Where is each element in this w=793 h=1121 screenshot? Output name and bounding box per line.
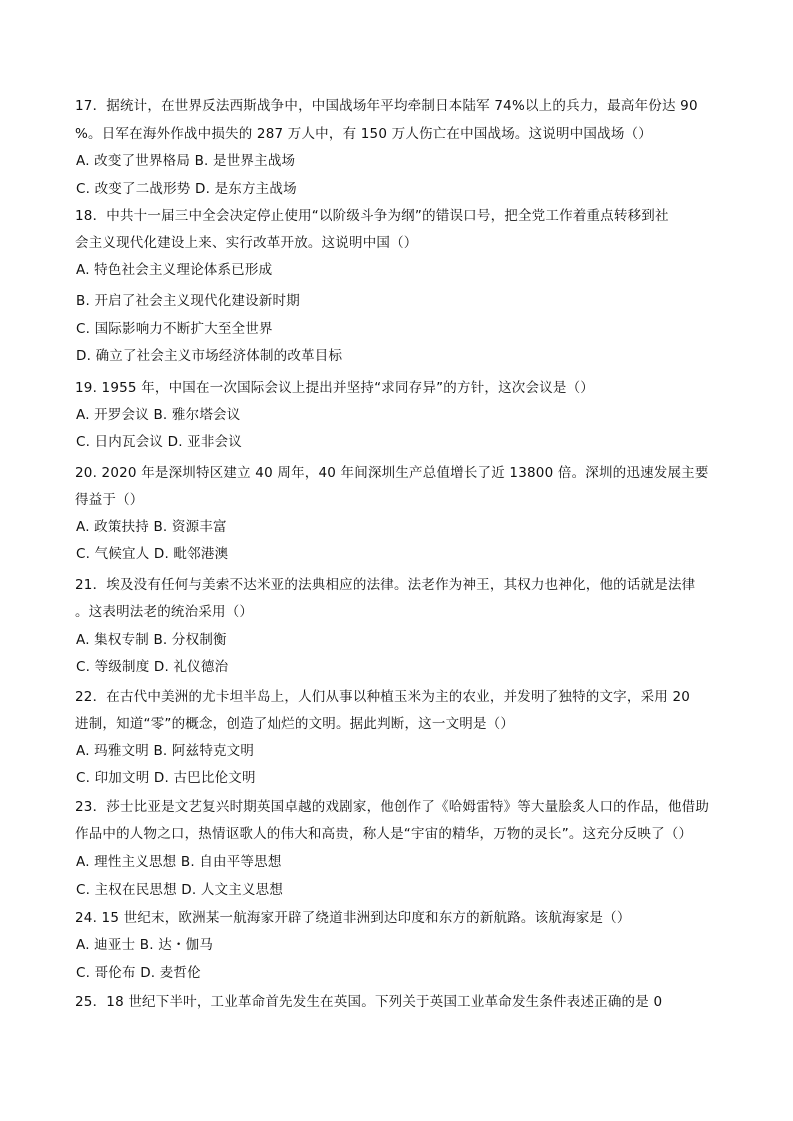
q24-options-cd: C. 哥伦布 D. 麦哲伦 (76, 965, 201, 981)
q18-line-2: 会主义现代化建设上来、实行改革开放。这说明中国（） (75, 235, 418, 251)
q23-line-1: 23．莎士比亚是文艺复兴时期英国卓越的戏剧家，他创作了《哈姆雷特》等大量脍炙人口的作品，他借助 (75, 799, 710, 815)
q17-line-1: 17．据统计，在世界反法西斯战争中，中国战场年平均牵制日本陆军 74%以上的兵力，最高年份达 90 (75, 98, 698, 114)
q18-option-a: A. 特色社会主义理论体系已形成 (76, 262, 273, 278)
q19-line-1: 19. 1955 年，中国在一次国际会议上提出并坚持“求同存异”的方针，这次会议是（） (75, 380, 594, 396)
q24-options-ab: A. 迪亚士 B. 达・伽马 (76, 937, 214, 953)
q24-line-1: 24. 15 世纪末，欧洲某一航海家开辟了绕道非洲到达印度和东方的新航路。该航海家是（） (75, 910, 631, 926)
q21-line-2: 。这表明法老的统治采用（） (75, 604, 254, 620)
q23-options-cd: C. 主权在民思想 D. 人文主义思想 (76, 882, 284, 898)
q21-options-ab: A. 集权专制 B. 分权制衡 (76, 632, 227, 648)
q20-options-ab: A. 政策扶持 B. 资源丰富 (76, 519, 227, 535)
q19-options-cd: C. 日内瓦会议 D. 亚非会议 (76, 434, 242, 450)
q17-options-ab: A. 改变了世界格局 B. 是世界主战场 (76, 153, 296, 169)
q21-line-1: 21．埃及没有任何与美索不达米亚的法典相应的法律。法老作为神王，其权力也神化，他的话就是法律 (75, 577, 696, 593)
q17-line-2: %。日军在海外作战中损失的 287 万人中，有 150 万人伤亡在中国战场。这说明中国战场（） (75, 126, 652, 142)
q18-option-c: C. 国际影响力不断扩大至全世界 (76, 321, 273, 337)
q22-options-cd: C. 印加文明 D. 古巴比伦文明 (76, 770, 256, 786)
q18-line-1: 18．中共十一届三中全会决定停止使用“以阶级斗争为纲”的错误口号，把全党工作着重点转移到社 (75, 208, 669, 224)
q22-options-ab: A. 玛雅文明 B. 阿兹特克文明 (76, 743, 255, 759)
q23-line-2: 作品中的人物之口，热情讴歌人的伟大和高贵，称人是“宇宙的精华，万物的灵长”。这充分反映了（） (75, 826, 693, 842)
q20-options-cd: C. 气候宜人 D. 毗邻港澳 (76, 546, 229, 562)
q22-line-2: 进制，知道“零”的概念，创造了灿烂的文明。据此判断，这一文明是（） (75, 716, 515, 732)
q22-line-1: 22．在古代中美洲的尤卡坦半岛上，人们从事以种植玉米为主的农业，并发明了独特的文字，采用 20 (75, 689, 691, 705)
q25-line-1: 25．18 世纪下半叶，工业革命首先发生在英国。下列关于英国工业革命发生条件表述正确的是 0 (75, 994, 663, 1010)
q23-options-ab: A. 理性主义思想 B. 自由平等思想 (76, 854, 282, 870)
q19-options-ab: A. 开罗会议 B. 雅尔塔会议 (76, 407, 241, 423)
q20-line-2: 得益于（） (75, 492, 144, 508)
q18-option-b: B. 开启了社会主义现代化建设新时期 (76, 293, 300, 309)
q20-line-1: 20. 2020 年是深圳特区建立 40 周年，40 年间深圳生产总值增长了近 13800 倍。深圳的迅速发展主要 (75, 465, 709, 481)
q18-option-d: D. 确立了社会主义市场经济体制的改革目标 (76, 348, 343, 364)
q21-options-cd: C. 等级制度 D. 礼仪德治 (76, 659, 229, 675)
q17-options-cd: C. 改变了二战形势 D. 是东方主战场 (76, 181, 297, 197)
